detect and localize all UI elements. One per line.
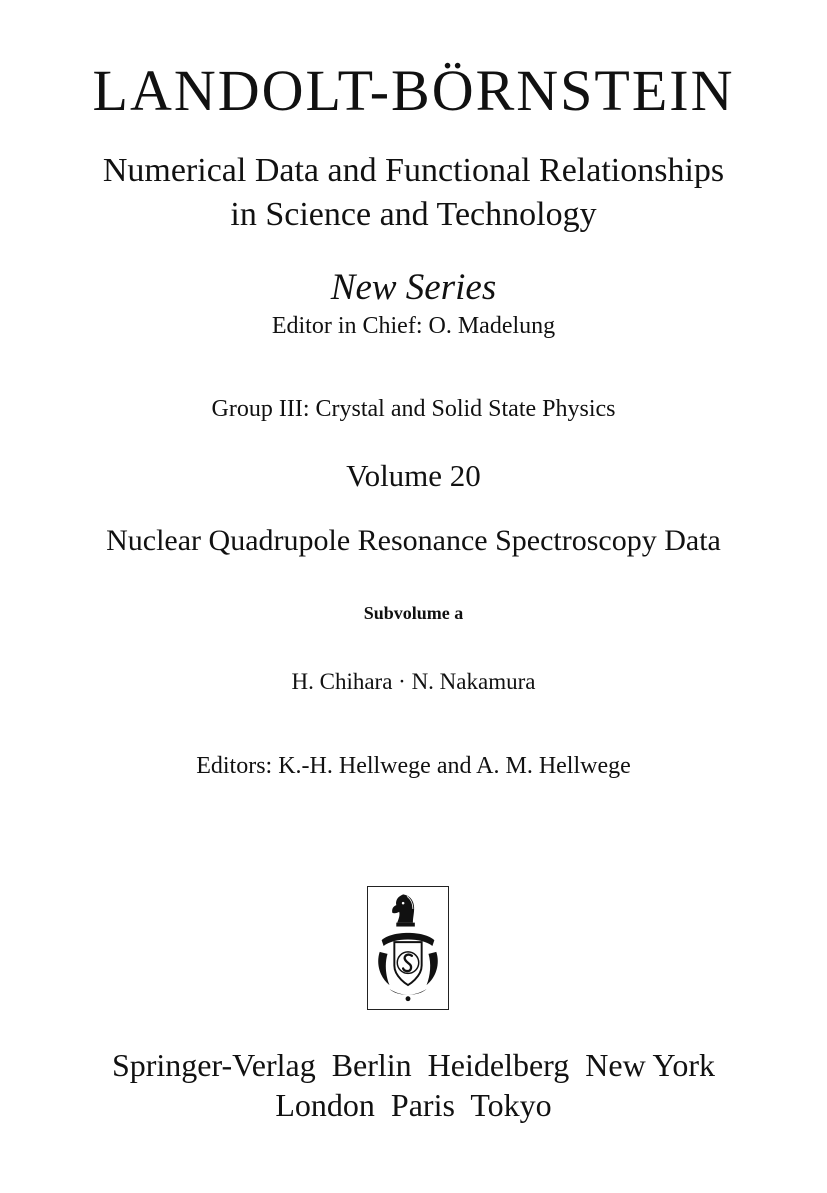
group-heading: Group III: Crystal and Solid State Physics — [211, 396, 616, 422]
volume-number: Volume 20 — [346, 458, 481, 493]
springer-knight-logo-icon — [367, 886, 449, 1010]
editor-in-chief: Editor in Chief: O. Madelung — [271, 313, 556, 339]
series-title: LANDOLT-BÖRNSTEIN — [92, 58, 735, 123]
series-subtitle-line2: in Science and Technology — [230, 196, 597, 233]
publisher-cities-line1: Springer-Verlag Berlin Heidelberg New York — [111, 1047, 716, 1083]
subvolume-label: Subvolume a — [363, 603, 464, 623]
authors: H. Chihara · N. Nakamura — [291, 669, 536, 694]
volume-title: Nuclear Quadrupole Resonance Spectroscopy Data — [106, 524, 721, 557]
new-series-label: New Series — [330, 267, 497, 308]
editors: Editors: K.-H. Hellwege and A. M. Hellwege — [196, 753, 631, 779]
series-subtitle-line1: Numerical Data and Functional Relationships — [102, 152, 725, 189]
publisher-cities-line2: London Paris Tokyo — [275, 1087, 552, 1123]
